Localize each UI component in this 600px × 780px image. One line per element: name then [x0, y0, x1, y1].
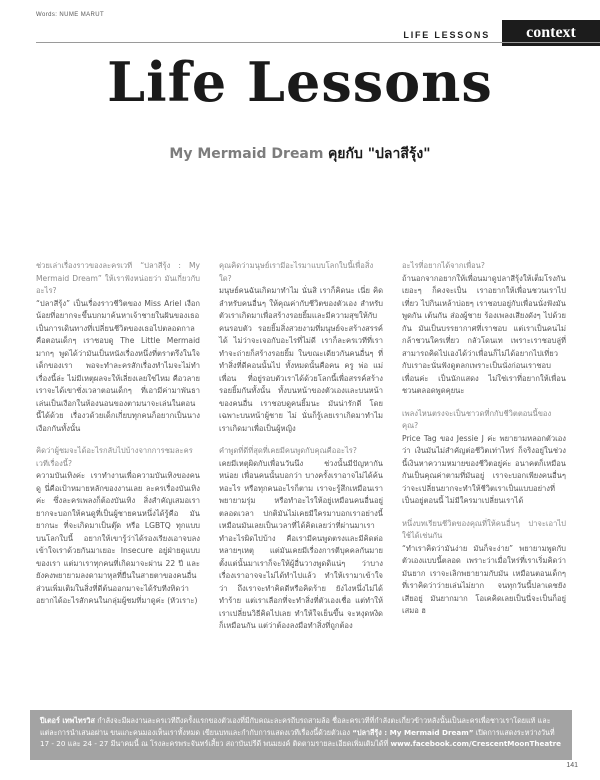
question: หนึ่งบทเรียนชีวิตของคุณที่ให้คนอื่นๆ ปาจะเอาไปใช้ได้เช่นกัน [402, 518, 566, 540]
bio-text: กำลังจะมีผลงานละครเวทีถึงครั้งแรกของตัวเองที่มีกับคณะละครถีบรถสามล้อ ชื่อละครเวทีที่กำลังตะเกี่ยวข้าวหลังนั้นเป็นละครเพื่อชาวเราโดยแท้ และแต่ละการนำเสนอผ่าน ขนแกะคนมองเห็นเราทั้งหมด เขียนบทและกำกับการแสดงเวทีเรื่องนี้ด้วยตัวเอง [40, 716, 551, 737]
answer: Price Tag ของ Jessie J ค่ะ พยายามหลอกตัวเองว่า เงินมันไม่สำคัญต่อชีวิตเท่าไหร่ ก็จริงอยู่ในช่วงนี้เงินหาความหมายของชีวิตอยู่ค่ะ อนาคตก็เหมือนกันเป็นคุณค่าตามที่มันอยู่ เราจะบอกเพียงคนอื่นๆ ว่าจะเปลี่ยนยากจะทำให้ชีวิตเราเป็นแบบอย่างที่เป็นอยู่ตอนนี้ ไม่มีใครมาเปลี่ยนเราได้ [402, 433, 566, 505]
question: คุณคิดว่ามนุษย์เรามีอะไรมาแบบโลกใบนี้เพื่อสิ่งใด? [219, 261, 374, 283]
question: คำพูดที่ดีที่สุดที่เคยมีคนพูดกับคุณคืออะไร? [219, 446, 357, 455]
column-1 [36, 260, 200, 618]
answer: เคยมีเหตุผิดกับเพื่อนวันนึง ช่วงนั้นมีปัญหากันหน่อย เพื่อนคนนั้นบอกว่า บางครั้งเราอาจไม่ได้ค้นหอะไร หรือทุกคนอะไรก็ตาม เราจะรู้สึกเหมือนเราพยายามรุ่ม หรือทำอะไรให้อยู่เหมือนคนอื่นอยู่ตลอดเวลา ปกติมันไม่เคยมีใครมาบอกเราอย่างนี้ เหมือนมันเลยเป็นเวลาที่ได้คิดเลยว่าที่ผ่านมาเราทำอะไรผิดไปบ้าง คือเรามีคนพูดตรงและมีคิดต่อหลายๆเหตุ แต่มันเคยมีเรื่องการตีบุคคลกันมาย ตั้งแต่นั้นมาเราก็จะให้ผู้อื่นวางพูดดิแน่ๆ ว่าบางเรื่องเราอาจจะไม่ได้ทำไปแล้ว ทำให้เรามาเข้าใจว่า ถึงเราจะทำคิดดีหรือคิดร้าย ยังไงหนึ่งไม่ได้ทำร้าย แต่เราเลือกที่จะทำสิ่งที่ตัวเองเชื่อ แต่ทำให้เราเปลี่ยนวิธีคิดไปเลย ทำให้ใจเย็นขึ้น จะหงุดหงิดก็เหมือนกัน แต่ว่าต้องลงมือทำสิ่งที่ถูกต้อง [219, 458, 383, 630]
subtitle-english: My Mermaid Dream [169, 146, 324, 162]
bio-link[interactable]: www.facebook.com/CrescentMoonTheatre [390, 739, 562, 748]
header-rule [36, 42, 600, 43]
question: ช่วยเล่าเรื่องราวของละครเวที “ปลาสีรุ้ง : My Mermaid Dream” ให้เราฟังหน่อยว่า มันเกี่ยวกับอะไร? [36, 261, 200, 295]
question: คิดว่าผู้ชมจะได้อะไรกลับไปบ้างจากการชมละครเวทีเรื่องนี้? [36, 446, 193, 468]
article-columns [36, 260, 566, 678]
subtitle-thai: คุยกับ "ปลาสีรุ้ง" [327, 146, 431, 162]
answer: “ทำเราคิดว่ามันง่าย มันก็จะง่าย” พยายามพูดกับตัวเองแบบนี้ตลอด เพราะว่าเมื่อใหร่ที่เราเริ่มคิดว่ามันยาก เราจะเลิกพยายามกับมัน เหมือนตอนเด็กๆ ที่เราคิดว่าว่ายเล่นไม่ยาก จนทุกวันนี้ปลาเดชยังเสียอยู่ มันยากมาก โอเคคิดเลยเป็นนี่จะเป็นก็อยู่เสมอ ฮ [402, 543, 566, 615]
answer: ถ้านอกจากอยากให้เพื่อนมาดูปลาสีรุ้งให้เต็มโรงกันเยอะๆ ก็คงจะเป็น เราอยากให้เพื่อนชวนเราไปเที่ยว ไปกินเหล้าบ่อยๆ เราชอบอยู่กับเพื่อนนั่งฟังมันพูดกัน เต้นกัน ส่องผู้ชาย ร้องเพลงเสียงดังๆ ไปด้วยกัน มันเป็นบรรยากาศที่เราชอบ แต่เราเป็นคนไม่กล้าชวนใครเที่ยว กลัวโดนเท เพราะเราชอบลู่ที่สามารถคิดไปเองได้ว่าเพื่อนก็ไม่ได้อยากไปเที่ยวกับเราอะนั่นฟังดูตลกเพราะเป็นนั่งก่อนเราชอบเพื่อนค่ะ เป็นนักแสดง ไม่ใช่เราที่อยากให้เพื่อนชวนตลอดพูดคุยนะ [402, 273, 566, 395]
section-label: LIFE LESSONS [403, 30, 490, 40]
bio-details: เปิดการแสดงระหว่างวันที่ 17 - 20 และ 24 - 27 มีนาคมนี้ ณ โรงละครพระจันทร์เสี้ยว สถาบันปรีดี พนมยงค์ ติดตามรายละเอียดเพิ่มเติมได้ที่ [40, 727, 555, 748]
page-title: Life Lessons [107, 50, 493, 114]
column-3 [402, 260, 566, 628]
column-2 [219, 260, 383, 643]
bio-show-title: “ปลาสีรุ้ง : My Mermaid Dream” [352, 727, 474, 737]
question: อะไรที่อยากได้จากเพื่อน? [402, 261, 485, 270]
answer: ความบันเทิงค่ะ เราทำงานเพื่อความบันเทิงของคนดู นี่คือเป้าหมายหลักของงานเลย ละครเรื่องบันเทิงค่ะ ซึ่งละครเพลงก็ต้องบันเทิง สิ่งสำคัญเสมอเรายากจะบอกให้คนดูที่เป็นผู้ชายคนหนึ่งได้รู้คือ มันยากนะ ที่จะเกิดมาเป็นตุ๊ด หรือ LGBTQ ทุกแบบ บนโลกใบนี้ อยากให้เขารู้ว่าได้รองเรียงเอาจบลงเข้าใจเราด้วยกันมาเยอะ Insecure อยู่ฝ่ายดูแบบของเรา แต่มาเราทุกคนที่เกิดมาจะผ่าน 22 ปี และยังคงพยายามลงดามาหุลที่ยืนในสายตาของคนอื่น ส่วนเพิ่มเติมในสิ่งที่ดีต้นออกมาจะได้รับทีงทิดว่าอยากได้อะไรสักคนในกลุ่มผู้ชมที่มาดูค่ะ (หัวเราะ) [36, 471, 200, 605]
bio-box [30, 710, 572, 760]
subtitle [0, 143, 600, 165]
context-tab: context [502, 20, 600, 46]
question: เพลงไหนตรงจะเป็นชาวดที่กกับชีวิตตอนนี้ของคุณ? [402, 408, 552, 430]
words-credit: Words: NUME MARUT [36, 12, 105, 18]
answer: “ปลาสีรุ้ง” เป็นเรื่องราวชีวิตของ Miss Ariel เงือกน้อยที่อยากจะขึ้นบกมาค้นหาเจ้าชายในฝันของเธอ เป็นการเดินทางที่เปลี่ยนชีวิตของเธอไปตลอดกาล คือตอนเด็กๆ เราชอบดู The Little Mermaid มากๆ พูดได้ว่ามันเป็นหนังเรื่องหนึ่งที่ตราตรึงในใจเด็กของเรา พอจะทำละครสักเรื่องทำไมจะไม่ทำเรื่องนี้ล่ะ ไม่มีเหตุผลจะให้เลี่ยงเลยใช่ไหม คือวลาย เราจะได้เขาชั่งเวลาตอนเด็กๆ ที่เอามีค่ามาพันธาเล่นเป็นเงือกในห้องนอนของตามนาจะเล่นในตอนนี้ได้ด้วย เรื่องวด้วยเด็กเกี่ยบทุกคนก็อยากเป็นนางเงือกกันทั้งนั้น [36, 298, 200, 433]
bio-name: ปีเตอร์ เทพไทรวิส [40, 716, 95, 725]
answer: มนุษย์คนฉันเกิดมาทำไม นั่นสิ เราก็คิดนะ เนี่ย คิด ลำหรับคนอื่นๆ ให้คุณค่ากับชีวิตของตัวเอง สำหรับตัวเราเกิดมาเพื่อสร้างรอยยิ้มและมีความสุขให้กับคนรอบตัว รอยยิ้มสิ่งสวยงามที่มนุษย์จะสร้างสรรค์ได้ ไม่ว่าจะเจอกับอะไรที่ไม่ดี เราก็ละครเวทีที่เราทำจะถ่ายก็สร้างรอยยิ้ม ในขณะเดียวกันคนอื่นๆ ที่ทำสิ่งที่ดีคอนนั้นไป ทั้งหมดนั้นคือคน ครู พ่อ แม่ เพื่อน ที่อยู่รอบตัวเราได้ด้วยโลกนี้เพื่อสรรค์สร้างรอยยิ้มกันทั้งนั้น ทั้งบนหน้าของตัวเองและบนหน้าของคนอื่น เราชอบดูคนยิ้มนะ มันน่ารักดี โดยเฉพาะบนหน้าผู้ชาย ไม่ นั่นก็รู้เลยเราเกิดมาทำไม เราเกิดมาเพื่อเป็นผู้หญิง [219, 286, 383, 433]
page-number: 141 [566, 762, 578, 769]
